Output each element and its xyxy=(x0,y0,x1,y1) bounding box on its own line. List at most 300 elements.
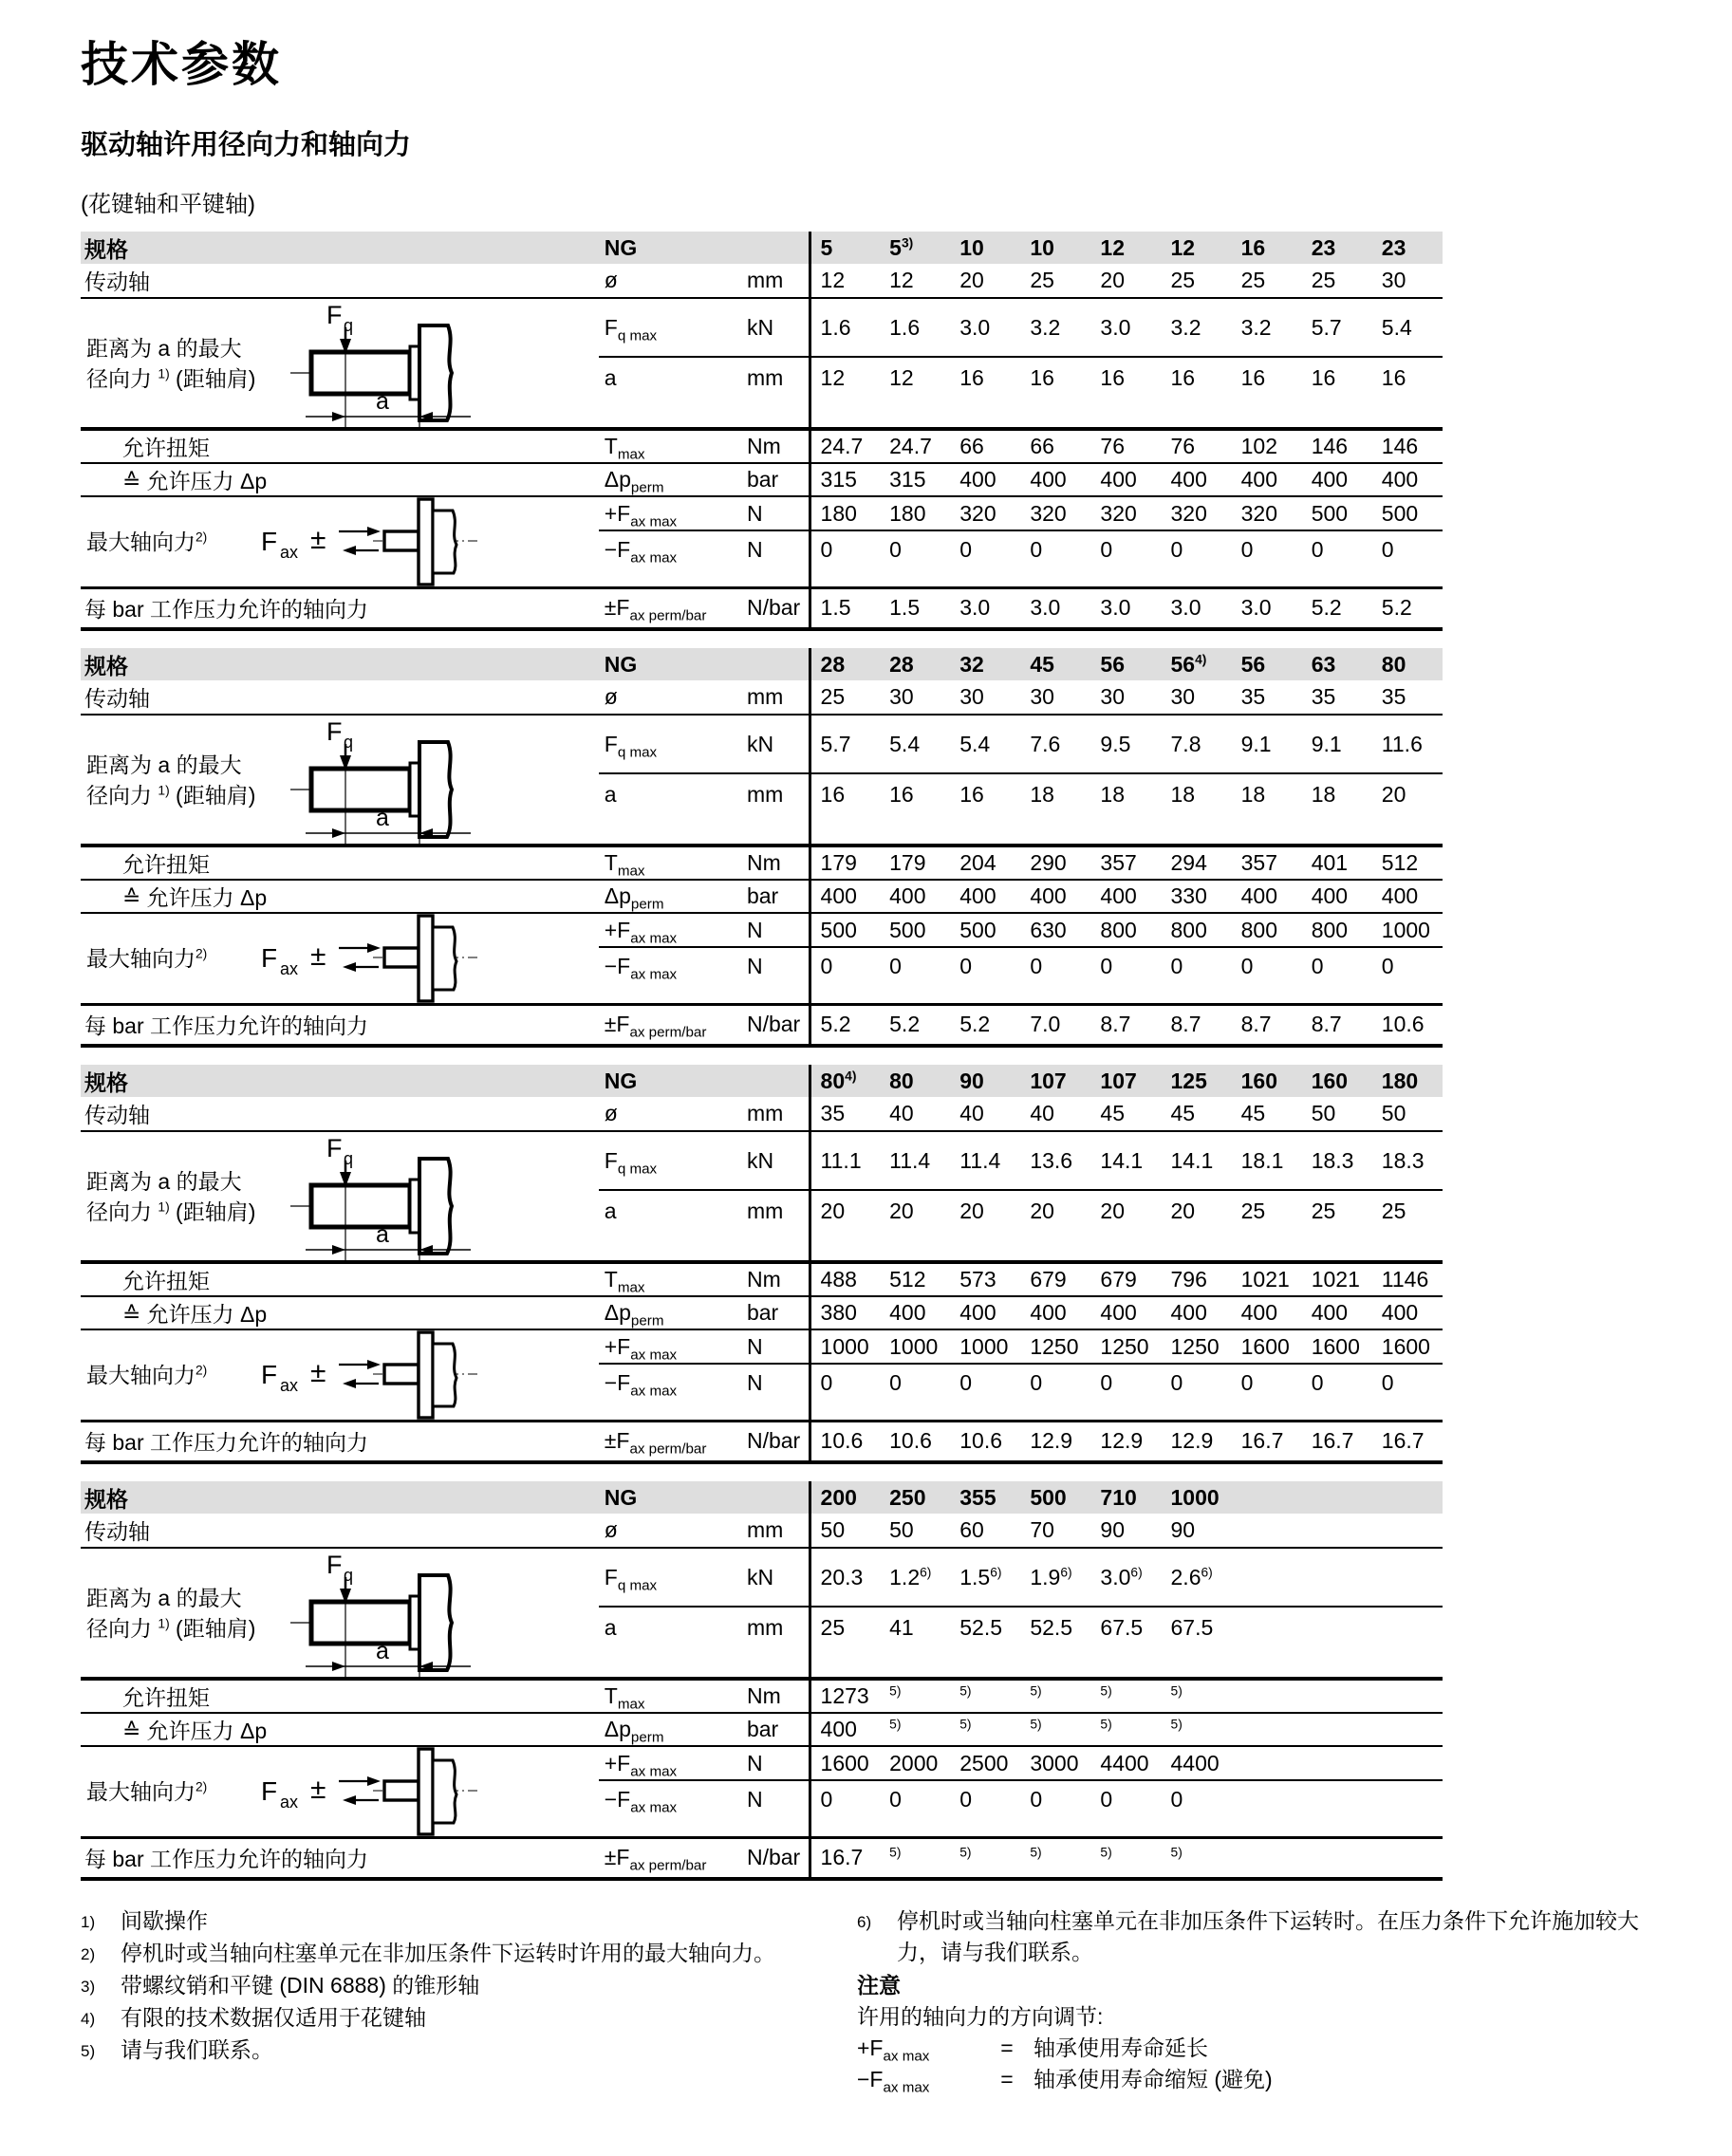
cell-fq-8 xyxy=(1302,1548,1372,1607)
table-row-fq xyxy=(81,1548,1443,1607)
cell-fq-6: 3.2 xyxy=(1162,298,1232,357)
cell-fq-1: 11.1 xyxy=(810,1131,880,1190)
row-label-fperbar: 每 bar 工作压力允许的轴向力 xyxy=(81,1837,599,1879)
row-label-dp: ≙ 允许压力 Δp xyxy=(81,463,599,496)
cell-dia-5: 45 xyxy=(1090,1097,1161,1131)
cell-a-8: 16 xyxy=(1302,357,1372,429)
cell-fperbar-3: 3.0 xyxy=(950,587,1020,629)
flange-shape xyxy=(419,1159,452,1254)
cell-ng-1: 80$^{4)}$ xyxy=(810,1065,880,1097)
cell-ng-7: 16 xyxy=(1232,232,1302,264)
cell-fminus-9: 0 xyxy=(1372,947,1443,1004)
footnote-2 xyxy=(81,1938,840,1970)
cell-tmax-8: 1021 xyxy=(1302,1262,1372,1296)
radial-force-diagram xyxy=(285,1551,512,1679)
cell-a-3: 16 xyxy=(950,357,1020,429)
cell-dia-6: 90 xyxy=(1162,1514,1232,1548)
hub-body-shape xyxy=(433,511,456,573)
row-symbol-dia: ø xyxy=(599,1514,741,1548)
cell-a-4: 52.5 xyxy=(1020,1607,1090,1679)
spec-table-block-1 xyxy=(81,232,1443,631)
row-label-ng: 规格 xyxy=(81,1065,599,1097)
row-unit-ng xyxy=(741,1065,810,1097)
row-unit-dp: bar xyxy=(741,1713,810,1746)
cell-dp-7: 400 xyxy=(1232,1296,1302,1329)
cell-a-7: 25 xyxy=(1232,1190,1302,1262)
footnote-3 xyxy=(81,1970,840,2002)
cell-fplus-1: 180 xyxy=(810,496,880,530)
cell-fplus-7 xyxy=(1232,1746,1302,1780)
row-symbol-tmax: $T_{max}$ xyxy=(599,1679,741,1713)
cell-fq-6: 2.6$^{6)}$ xyxy=(1162,1548,1232,1607)
radial-force-label-cell: 距离为 a 的最大 径向力 $^{1)}$ (距轴肩) F q a xyxy=(81,298,599,429)
row-unit-fperbar: N/bar xyxy=(741,1004,810,1046)
row-unit-dp: bar xyxy=(741,463,810,496)
spec-table-block-2 xyxy=(81,648,1443,1048)
shaft-stub-shape xyxy=(384,531,419,550)
cell-a-7 xyxy=(1232,1607,1302,1679)
cell-dia-8: 25 xyxy=(1302,264,1372,298)
cell-fperbar-6: 12.9 xyxy=(1162,1421,1232,1462)
cell-a-5: 20 xyxy=(1090,1190,1161,1262)
cell-fq-4: 1.9$^{6)}$ xyxy=(1020,1548,1090,1607)
def-symbol: $+F_{ax max}$ xyxy=(857,2035,930,2065)
cell-fperbar-3: 10.6 xyxy=(950,1421,1020,1462)
cell-a-8: 25 xyxy=(1302,1190,1372,1262)
cell-a-9: 20 xyxy=(1372,773,1443,846)
cell-fminus-1: 0 xyxy=(810,947,880,1004)
footnote-1 xyxy=(81,1905,840,1938)
table-row-fplus xyxy=(81,913,1443,947)
cell-fq-2: 1.6 xyxy=(880,298,950,357)
footnote-text: 带螺纹销和平键 (DIN 6888) 的锥形轴 xyxy=(121,1973,480,1998)
row-unit-tmax: Nm xyxy=(741,1679,810,1713)
cell-dia-8 xyxy=(1302,1514,1372,1548)
def-text: 轴承使用寿命延长 xyxy=(1034,2035,1208,2060)
cell-fminus-2: 0 xyxy=(880,1364,950,1421)
cell-dp-8: 400 xyxy=(1302,463,1372,496)
axial-force-diagram xyxy=(251,1746,489,1837)
datasheet-page xyxy=(81,27,1656,2095)
cell-fperbar-5: 5) xyxy=(1090,1837,1161,1879)
cell-dia-3: 40 xyxy=(950,1097,1020,1131)
cell-dia-8: 50 xyxy=(1302,1097,1372,1131)
cell-dp-6: 400 xyxy=(1162,463,1232,496)
cell-tmax-5: 357 xyxy=(1090,846,1161,880)
cell-fminus-7: 0 xyxy=(1232,947,1302,1004)
cell-a-2: 41 xyxy=(880,1607,950,1679)
cell-fq-7: 18.1 xyxy=(1232,1131,1302,1190)
equals-sign: = xyxy=(1000,2067,1014,2091)
fax-label: F xyxy=(261,943,278,973)
def-symbol: $-F_{ax max}$ xyxy=(857,2067,930,2096)
table-row-dp xyxy=(81,880,1443,913)
row-label-ng: 规格 xyxy=(81,648,599,680)
cell-dia-2: 12 xyxy=(880,264,950,298)
row-label-tmax: 允许扭矩 xyxy=(81,846,599,880)
cell-dp-4: 400 xyxy=(1020,463,1090,496)
row-symbol-dia: ø xyxy=(599,1097,741,1131)
cell-fplus-5: 4400 xyxy=(1090,1746,1161,1780)
row-label-fperbar: 每 bar 工作压力允许的轴向力 xyxy=(81,1421,599,1462)
cell-ng-1: 200 xyxy=(810,1481,880,1514)
cell-dia-2: 30 xyxy=(880,680,950,715)
cell-fperbar-1: 10.6 xyxy=(810,1421,880,1462)
cell-ng-2: 80 xyxy=(880,1065,950,1097)
cell-fminus-2: 0 xyxy=(880,1780,950,1837)
cell-a-4: 20 xyxy=(1020,1190,1090,1262)
cell-a-5: 18 xyxy=(1090,773,1161,846)
cell-fq-6: 14.1 xyxy=(1162,1131,1232,1190)
cell-fq-7 xyxy=(1232,1548,1302,1607)
cell-ng-8: 23 xyxy=(1302,232,1372,264)
table-row-dia xyxy=(81,1097,1443,1131)
cell-dia-7: 35 xyxy=(1232,680,1302,715)
cell-fq-4: 3.2 xyxy=(1020,298,1090,357)
row-label-dia: 传动轴 xyxy=(81,680,599,715)
cell-fplus-2: 180 xyxy=(880,496,950,530)
cell-fperbar-2: 10.6 xyxy=(880,1421,950,1462)
cell-fplus-5: 320 xyxy=(1090,496,1161,530)
cell-dia-1: 12 xyxy=(810,264,880,298)
cell-fperbar-7: 8.7 xyxy=(1232,1004,1302,1046)
cell-fperbar-2: 1.5 xyxy=(880,587,950,629)
plus-minus-label: ± xyxy=(310,524,326,555)
row-unit-dp: bar xyxy=(741,1296,810,1329)
cell-tmax-6: 76 xyxy=(1162,429,1232,463)
cell-fplus-5: 800 xyxy=(1090,913,1161,947)
row-unit-fplus: N xyxy=(741,1746,810,1780)
cell-fminus-2: 0 xyxy=(880,947,950,1004)
cell-fperbar-9: 5.2 xyxy=(1372,587,1443,629)
fq-label: F xyxy=(326,1134,343,1162)
footnote-marker: 4) xyxy=(81,2010,96,2028)
table-row-dia xyxy=(81,1514,1443,1548)
cell-fminus-8: 0 xyxy=(1302,947,1372,1004)
cell-dp-9: 400 xyxy=(1372,463,1443,496)
cell-fplus-4: 320 xyxy=(1020,496,1090,530)
cell-fminus-4: 0 xyxy=(1020,947,1090,1004)
cell-ng-4: 107 xyxy=(1020,1065,1090,1097)
left-arrowhead xyxy=(343,962,356,972)
cell-dia-2: 50 xyxy=(880,1514,950,1548)
cell-dia-3: 60 xyxy=(950,1514,1020,1548)
cell-dp-5: 400 xyxy=(1090,463,1161,496)
fax-sub-label: ax xyxy=(280,959,299,978)
cell-dp-5: 400 xyxy=(1090,880,1161,913)
plus-minus-label: ± xyxy=(310,1357,326,1388)
cell-fq-1: 1.6 xyxy=(810,298,880,357)
cell-ng-9: 180 xyxy=(1372,1065,1443,1097)
axial-direction-def-2 xyxy=(857,2064,1654,2095)
row-symbol-dp: $\Delta p_{perm}$ xyxy=(599,880,741,913)
cell-dp-3: 400 xyxy=(950,1296,1020,1329)
row-unit-tmax: Nm xyxy=(741,429,810,463)
cell-fperbar-5: 8.7 xyxy=(1090,1004,1161,1046)
cell-fperbar-7: 16.7 xyxy=(1232,1421,1302,1462)
table-row-tmax xyxy=(81,429,1443,463)
cell-a-1: 12 xyxy=(810,357,880,429)
fax-label: F xyxy=(261,1360,278,1389)
table-row-dp xyxy=(81,463,1443,496)
cell-fq-9: 5.4 xyxy=(1372,298,1443,357)
page-subtitle: 驱动轴许用径向力和轴向力 xyxy=(81,130,412,160)
cell-ng-8: 160 xyxy=(1302,1065,1372,1097)
cell-dp-7 xyxy=(1232,1713,1302,1746)
cell-tmax-1: 179 xyxy=(810,846,880,880)
hub-body-shape xyxy=(433,927,456,990)
cell-dp-7: 400 xyxy=(1232,880,1302,913)
cell-tmax-8: 146 xyxy=(1302,429,1372,463)
cell-fminus-3: 0 xyxy=(950,947,1020,1004)
right-arrowhead xyxy=(367,527,381,536)
table-row-fplus xyxy=(81,1329,1443,1364)
row-unit-fq: kN xyxy=(741,1548,810,1607)
footnote-marker: 5) xyxy=(81,2042,96,2060)
dimension-a-label: a xyxy=(376,1638,389,1664)
row-symbol-ng: NG xyxy=(599,232,741,264)
axial-force-label-cell: 最大轴向力$^{2)}$ F ax ± xyxy=(81,1746,599,1837)
row-unit-fminus: N xyxy=(741,1780,810,1837)
hub-plate-shape xyxy=(419,1749,433,1834)
cell-dp-6: 5) xyxy=(1162,1713,1232,1746)
row-label-fperbar: 每 bar 工作压力允许的轴向力 xyxy=(81,1004,599,1046)
cell-tmax-2: 179 xyxy=(880,846,950,880)
footnote-marker: 6) xyxy=(857,1913,872,1931)
flange-shape xyxy=(419,1575,452,1670)
cell-dia-4: 40 xyxy=(1020,1097,1090,1131)
footnote-5 xyxy=(81,2035,840,2067)
cell-dp-9: 400 xyxy=(1372,880,1443,913)
cell-tmax-6: 294 xyxy=(1162,846,1232,880)
cell-dia-8: 35 xyxy=(1302,680,1372,715)
row-symbol-fplus: $+F_{ax max}$ xyxy=(599,1746,741,1780)
table-row-fperbar xyxy=(81,1421,1443,1462)
cell-fq-3: 1.5$^{6)}$ xyxy=(950,1548,1020,1607)
cell-fminus-4: 0 xyxy=(1020,1780,1090,1837)
fax-label: F xyxy=(261,1776,278,1806)
cell-dp-8 xyxy=(1302,1713,1372,1746)
cell-tmax-9: 1146 xyxy=(1372,1262,1443,1296)
fq-sub-label: q xyxy=(344,1149,354,1168)
cell-fperbar-1: 5.2 xyxy=(810,1004,880,1046)
cell-dp-2: 400 xyxy=(880,880,950,913)
axial-force-label-cell: 最大轴向力$^{2)}$ F ax ± xyxy=(81,496,599,587)
row-label-ng: 规格 xyxy=(81,232,599,264)
row-unit-fplus: N xyxy=(741,496,810,530)
row-symbol-fminus: $-F_{ax max}$ xyxy=(599,530,741,587)
cell-dia-3: 30 xyxy=(950,680,1020,715)
cell-tmax-3: 5) xyxy=(950,1679,1020,1713)
cell-tmax-7: 102 xyxy=(1232,429,1302,463)
cell-dp-9: 400 xyxy=(1372,1296,1443,1329)
page-title: 技术参数 xyxy=(81,38,282,91)
plus-minus-label: ± xyxy=(310,940,326,972)
cell-a-6: 67.5 xyxy=(1162,1607,1232,1679)
row-unit-fq: kN xyxy=(741,298,810,357)
cell-ng-4: 45 xyxy=(1020,648,1090,680)
cell-fq-8: 18.3 xyxy=(1302,1131,1372,1190)
cell-fq-9 xyxy=(1372,1548,1443,1607)
cell-dia-2: 40 xyxy=(880,1097,950,1131)
row-symbol-fminus: $-F_{ax max}$ xyxy=(599,1780,741,1837)
cell-fperbar-8 xyxy=(1302,1837,1372,1879)
fax-label: F xyxy=(261,527,278,556)
cell-fq-5: 9.5 xyxy=(1090,715,1161,773)
cell-ng-9 xyxy=(1372,1481,1443,1514)
footnote-marker: 2) xyxy=(81,1945,96,1963)
cell-fq-2: 1.2$^{6)}$ xyxy=(880,1548,950,1607)
row-unit-tmax: Nm xyxy=(741,846,810,880)
cell-dia-1: 50 xyxy=(810,1514,880,1548)
cell-fminus-8 xyxy=(1302,1780,1372,1837)
cell-fperbar-6: 5) xyxy=(1162,1837,1232,1879)
footnote-4 xyxy=(81,2002,840,2035)
cell-fplus-7: 800 xyxy=(1232,913,1302,947)
row-symbol-fq: $F_{q max}$ xyxy=(599,1548,741,1607)
cell-a-5: 67.5 xyxy=(1090,1607,1161,1679)
cell-ng-6: 12 xyxy=(1162,232,1232,264)
cell-fq-7: 9.1 xyxy=(1232,715,1302,773)
row-unit-ng xyxy=(741,648,810,680)
cell-fq-1: 20.3 xyxy=(810,1548,880,1607)
row-unit-ng xyxy=(741,232,810,264)
radial-force-diagram xyxy=(285,1134,512,1262)
cell-fperbar-3: 5.2 xyxy=(950,1004,1020,1046)
row-label-tmax: 允许扭矩 xyxy=(81,1262,599,1296)
cell-dia-4: 30 xyxy=(1020,680,1090,715)
axial-force-diagram xyxy=(251,913,489,1004)
cell-fminus-3: 0 xyxy=(950,1780,1020,1837)
row-symbol-a: a xyxy=(599,357,741,429)
cell-dia-5: 20 xyxy=(1090,264,1161,298)
row-unit-a: mm xyxy=(741,357,810,429)
cell-fperbar-9: 16.7 xyxy=(1372,1421,1443,1462)
dimension-a-label: a xyxy=(376,805,389,831)
shaft-shape xyxy=(311,769,410,810)
table-row-ng xyxy=(81,232,1443,264)
cell-ng-9: 23 xyxy=(1372,232,1443,264)
axial-force-label-cell: 最大轴向力$^{2)}$ F ax ± xyxy=(81,913,599,1004)
cell-dia-3: 20 xyxy=(950,264,1020,298)
cell-fminus-3: 0 xyxy=(950,530,1020,587)
row-symbol-fperbar: $\pm F_{ax perm/bar}$ xyxy=(599,587,741,629)
left-arrowhead xyxy=(343,1795,356,1805)
table-row-ng xyxy=(81,1065,1443,1097)
cell-fperbar-5: 12.9 xyxy=(1090,1421,1161,1462)
shaft-stub-shape xyxy=(384,948,419,967)
cell-fplus-8: 500 xyxy=(1302,496,1372,530)
shaft-stub-shape xyxy=(384,1365,419,1384)
cell-fperbar-8: 16.7 xyxy=(1302,1421,1372,1462)
cell-ng-6: 56$^{4)}$ xyxy=(1162,648,1232,680)
cell-ng-3: 32 xyxy=(950,648,1020,680)
spec-table-block-3 xyxy=(81,1065,1443,1464)
cell-dp-8: 400 xyxy=(1302,880,1372,913)
notice-defs xyxy=(857,2033,1654,2095)
fq-sub-label: q xyxy=(344,733,354,752)
fq-label: F xyxy=(326,717,343,746)
right-arrowhead xyxy=(367,1776,381,1786)
cell-tmax-4: 679 xyxy=(1020,1262,1090,1296)
row-symbol-ng: NG xyxy=(599,1481,741,1514)
dimension-a-label: a xyxy=(376,388,389,415)
cell-dia-9: 35 xyxy=(1372,680,1443,715)
row-unit-a: mm xyxy=(741,773,810,846)
cell-ng-5: 12 xyxy=(1090,232,1161,264)
cell-dia-9: 50 xyxy=(1372,1097,1443,1131)
cell-tmax-2: 512 xyxy=(880,1262,950,1296)
cell-ng-8 xyxy=(1302,1481,1372,1514)
cell-tmax-7 xyxy=(1232,1679,1302,1713)
cell-tmax-4: 290 xyxy=(1020,846,1090,880)
cell-tmax-2: 24.7 xyxy=(880,429,950,463)
cell-fminus-5: 0 xyxy=(1090,1364,1161,1421)
cell-tmax-9 xyxy=(1372,1679,1443,1713)
cell-ng-7: 56 xyxy=(1232,648,1302,680)
cell-fplus-8: 1600 xyxy=(1302,1329,1372,1364)
shaft-shape xyxy=(311,352,410,394)
cell-dp-7: 400 xyxy=(1232,463,1302,496)
cell-fminus-4: 0 xyxy=(1020,530,1090,587)
table-row-fq xyxy=(81,1131,1443,1190)
table-row-fperbar xyxy=(81,1837,1443,1879)
table-row-dp xyxy=(81,1296,1443,1329)
cell-ng-3: 10 xyxy=(950,232,1020,264)
cell-dia-7: 25 xyxy=(1232,264,1302,298)
cell-fperbar-7: 3.0 xyxy=(1232,587,1302,629)
cell-fperbar-1: 16.7 xyxy=(810,1837,880,1879)
cell-ng-7 xyxy=(1232,1481,1302,1514)
cell-fminus-9 xyxy=(1372,1780,1443,1837)
table-blocks xyxy=(81,232,1656,1881)
cell-tmax-8: 401 xyxy=(1302,846,1372,880)
cell-fminus-6: 0 xyxy=(1162,530,1232,587)
cell-fplus-3: 320 xyxy=(950,496,1020,530)
cell-dp-3: 5) xyxy=(950,1713,1020,1746)
row-label-dp: ≙ 允许压力 Δp xyxy=(81,1296,599,1329)
cell-fminus-3: 0 xyxy=(950,1364,1020,1421)
cell-tmax-1: 488 xyxy=(810,1262,880,1296)
row-symbol-dp: $\Delta p_{perm}$ xyxy=(599,463,741,496)
axial-force-diagram xyxy=(251,1329,489,1421)
row-unit-dia: mm xyxy=(741,1097,810,1131)
cell-fminus-5: 0 xyxy=(1090,1780,1161,1837)
table-row-dia xyxy=(81,680,1443,715)
cell-fq-3: 11.4 xyxy=(950,1131,1020,1190)
cell-ng-2: 250 xyxy=(880,1481,950,1514)
fq-sub-label: q xyxy=(344,316,354,335)
cell-tmax-5: 5) xyxy=(1090,1679,1161,1713)
cell-fplus-4: 1250 xyxy=(1020,1329,1090,1364)
cell-ng-3: 90 xyxy=(950,1065,1020,1097)
row-unit-fplus: N xyxy=(741,1329,810,1364)
cell-fminus-9: 0 xyxy=(1372,530,1443,587)
cell-a-3: 20 xyxy=(950,1190,1020,1262)
cell-a-4: 16 xyxy=(1020,357,1090,429)
hub-plate-shape xyxy=(419,916,433,1001)
cell-tmax-8 xyxy=(1302,1679,1372,1713)
shaft-type-note: (花键轴和平键轴) xyxy=(81,192,255,217)
cell-dia-9 xyxy=(1372,1514,1443,1548)
cell-fq-3: 3.0 xyxy=(950,298,1020,357)
axial-force-label-cell: 最大轴向力$^{2)}$ F ax ± xyxy=(81,1329,599,1421)
row-symbol-fq: $F_{q max}$ xyxy=(599,715,741,773)
cell-fperbar-8: 5.2 xyxy=(1302,587,1372,629)
cell-fperbar-1: 1.5 xyxy=(810,587,880,629)
fq-label: F xyxy=(326,1551,343,1579)
row-symbol-fminus: $-F_{ax max}$ xyxy=(599,947,741,1004)
